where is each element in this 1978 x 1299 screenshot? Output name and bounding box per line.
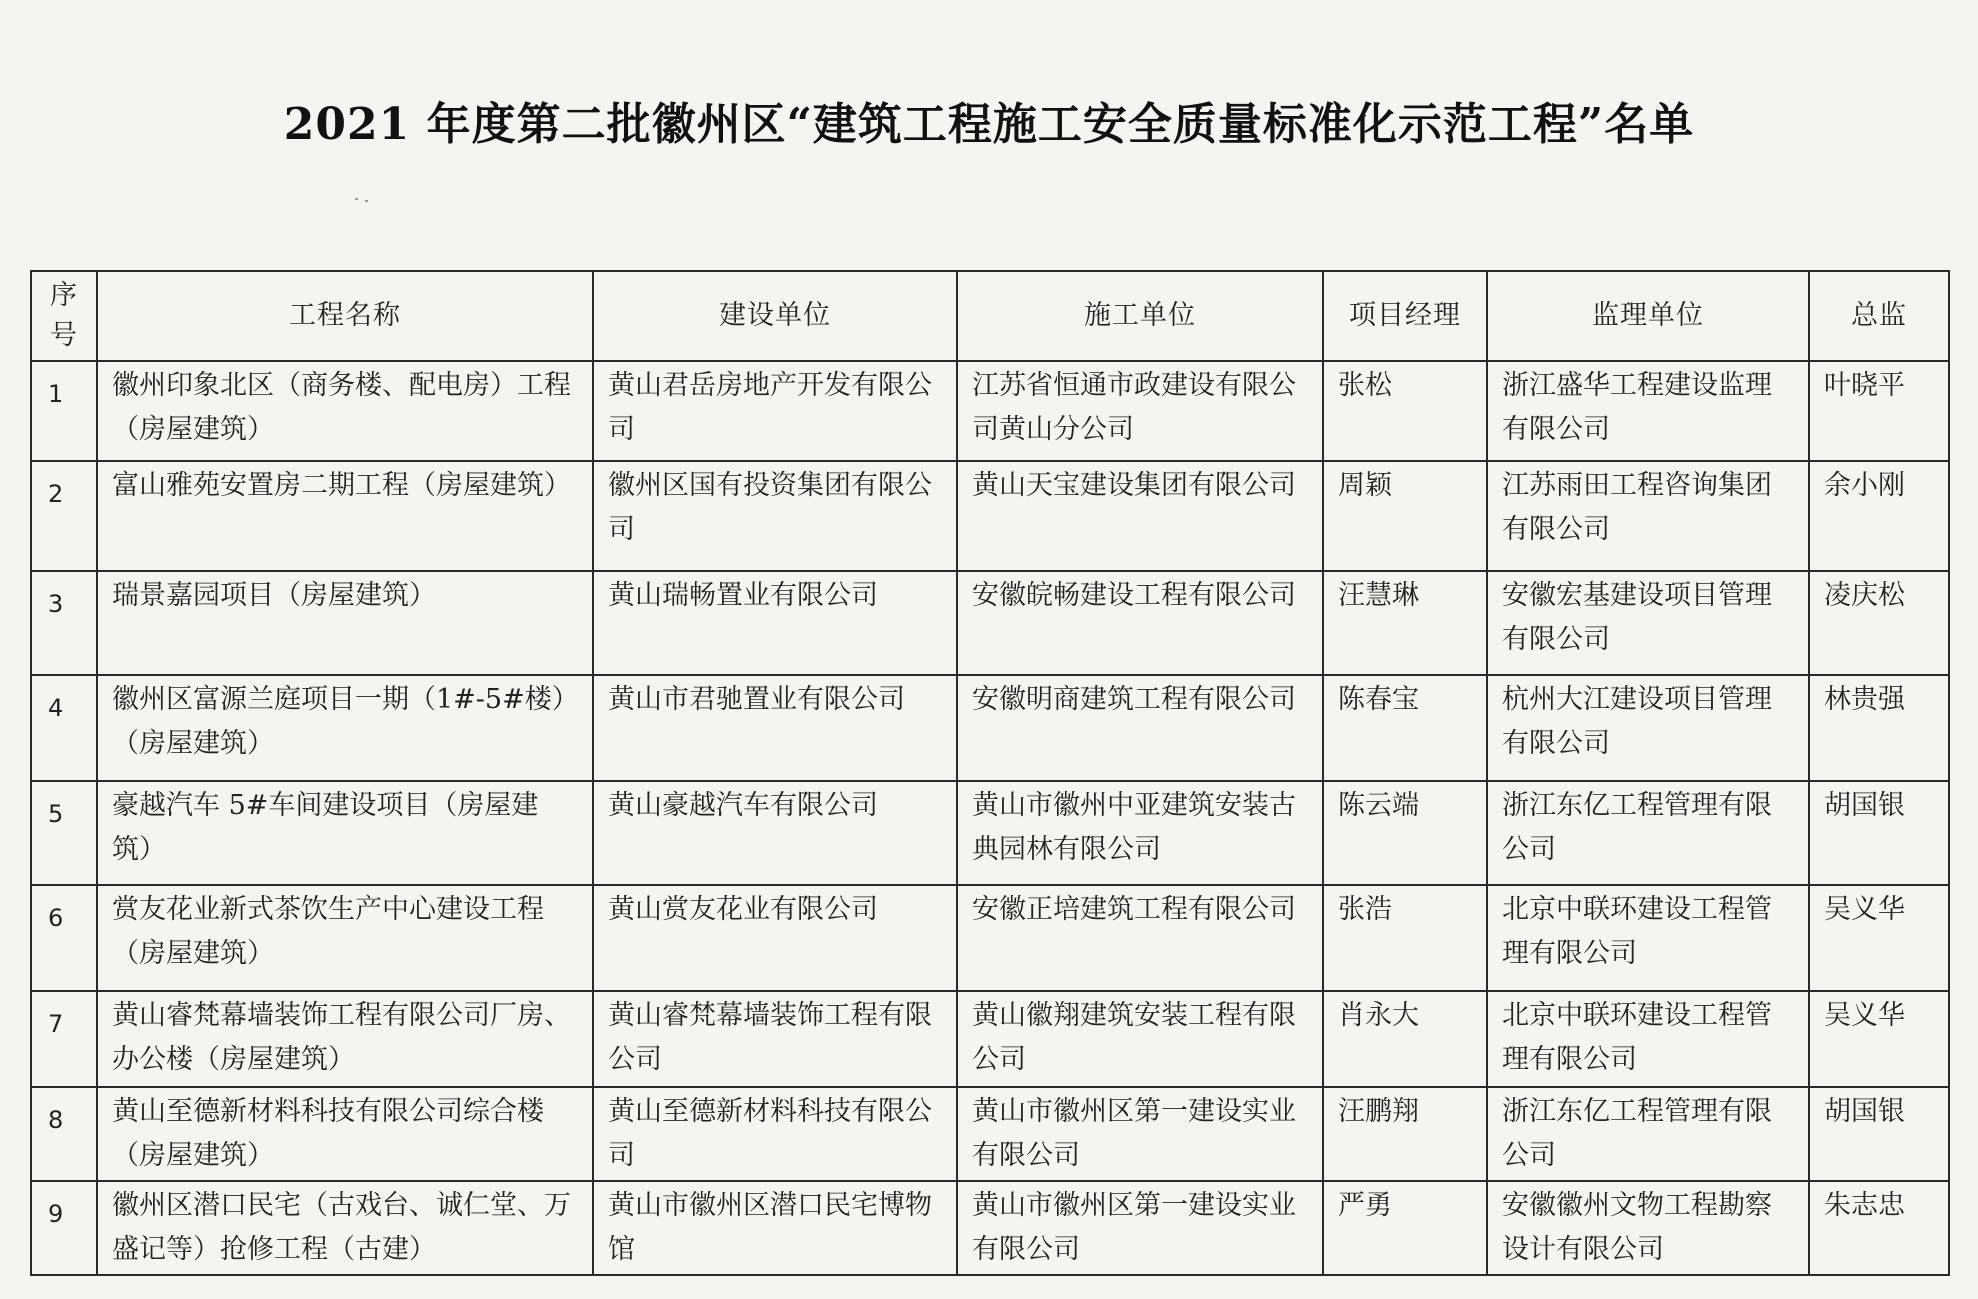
cell-project: 赏友花业新式茶饮生产中心建设工程（房屋建筑） (97, 885, 593, 991)
cell-project: 富山雅苑安置房二期工程（房屋建筑） (97, 461, 593, 571)
header-project: 工程名称 (97, 271, 593, 361)
header-row (31, 271, 1949, 361)
cell-contractor: 安徽皖畅建设工程有限公司 (957, 571, 1323, 675)
cell-contractor: 安徽正培建筑工程有限公司 (957, 885, 1323, 991)
cell-contractor: 江苏省恒通市政建设有限公司黄山分公司 (957, 361, 1323, 461)
cell-project: 徽州印象北区（商务楼、配电房）工程（房屋建筑） (97, 361, 593, 461)
cell-supervisor-unit: 杭州大江建设项目管理有限公司 (1487, 675, 1809, 781)
cell-manager: 周颖 (1323, 461, 1487, 571)
scan-speck (355, 198, 358, 200)
cell-chief: 吴义华 (1809, 885, 1949, 991)
cell-no: 9 (31, 1181, 97, 1275)
cell-no: 5 (31, 781, 97, 885)
header-owner: 建设单位 (593, 271, 957, 361)
cell-contractor: 黄山天宝建设集团有限公司 (957, 461, 1323, 571)
cell-owner: 黄山睿梵幕墙装饰工程有限公司 (593, 991, 957, 1087)
cell-supervisor-unit: 浙江东亿工程管理有限公司 (1487, 1087, 1809, 1181)
cell-project: 黄山睿梵幕墙装饰工程有限公司厂房、办公楼（房屋建筑） (97, 991, 593, 1087)
cell-project: 徽州区潜口民宅（古戏台、诚仁堂、万盛记等）抢修工程（古建） (97, 1181, 593, 1275)
cell-supervisor-unit: 江苏雨田工程咨询集团有限公司 (1487, 461, 1809, 571)
cell-no: 2 (31, 461, 97, 571)
cell-owner: 黄山豪越汽车有限公司 (593, 781, 957, 885)
table-row (31, 991, 1949, 1087)
cell-no: 7 (31, 991, 97, 1087)
cell-manager: 严勇 (1323, 1181, 1487, 1275)
header-chief: 总监 (1809, 271, 1949, 361)
cell-contractor: 安徽明商建筑工程有限公司 (957, 675, 1323, 781)
table-row (31, 1181, 1949, 1275)
cell-manager: 张松 (1323, 361, 1487, 461)
cell-chief: 凌庆松 (1809, 571, 1949, 675)
cell-no: 1 (31, 361, 97, 461)
cell-chief: 林贵强 (1809, 675, 1949, 781)
cell-contractor: 黄山市徽州区第一建设实业有限公司 (957, 1181, 1323, 1275)
cell-owner: 黄山市君驰置业有限公司 (593, 675, 957, 781)
cell-owner: 黄山至德新材料科技有限公司 (593, 1087, 957, 1181)
cell-contractor: 黄山徽翔建筑安装工程有限公司 (957, 991, 1323, 1087)
demonstration-project-table (30, 270, 1950, 1276)
header-seq-char: 序 (50, 280, 78, 311)
cell-contractor: 黄山市徽州区第一建设实业有限公司 (957, 1087, 1323, 1181)
document-title: 2021 年度第二批徽州区“建筑工程施工安全质量标准化示范工程”名单 (283, 99, 1695, 150)
cell-supervisor-unit: 安徽宏基建设项目管理有限公司 (1487, 571, 1809, 675)
header-manager: 项目经理 (1323, 271, 1487, 361)
cell-manager: 张浩 (1323, 885, 1487, 991)
cell-no: 6 (31, 885, 97, 991)
cell-supervisor-unit: 安徽徽州文物工程勘察设计有限公司 (1487, 1181, 1809, 1275)
cell-project: 豪越汽车 5#车间建设项目（房屋建筑） (97, 781, 593, 885)
cell-owner: 黄山瑞畅置业有限公司 (593, 571, 957, 675)
cell-supervisor-unit: 浙江盛华工程建设监理有限公司 (1487, 361, 1809, 461)
table-row (31, 1087, 1949, 1181)
table-row (31, 885, 1949, 991)
cell-owner: 黄山市徽州区潜口民宅博物馆 (593, 1181, 957, 1275)
cell-project: 徽州区富源兰庭项目一期（1#-5#楼）（房屋建筑） (97, 675, 593, 781)
table-row (31, 571, 1949, 675)
cell-supervisor-unit: 浙江东亿工程管理有限公司 (1487, 781, 1809, 885)
cell-chief: 吴义华 (1809, 991, 1949, 1087)
cell-manager: 汪慧琳 (1323, 571, 1487, 675)
cell-supervisor-unit: 北京中联环建设工程管理有限公司 (1487, 885, 1809, 991)
cell-chief: 余小刚 (1809, 461, 1949, 571)
cell-manager: 陈云端 (1323, 781, 1487, 885)
header-seq-char: 号 (50, 320, 78, 351)
cell-chief: 叶晓平 (1809, 361, 1949, 461)
scan-speck (365, 200, 368, 202)
cell-manager: 肖永大 (1323, 991, 1487, 1087)
cell-project: 瑞景嘉园项目（房屋建筑） (97, 571, 593, 675)
cell-manager: 陈春宝 (1323, 675, 1487, 781)
cell-chief: 胡国银 (1809, 781, 1949, 885)
cell-owner: 徽州区国有投资集团有限公司 (593, 461, 957, 571)
cell-supervisor-unit: 北京中联环建设工程管理有限公司 (1487, 991, 1809, 1087)
cell-contractor: 黄山市徽州中亚建筑安装古典园林有限公司 (957, 781, 1323, 885)
cell-project: 黄山至德新材料科技有限公司综合楼（房屋建筑） (97, 1087, 593, 1181)
cell-no: 3 (31, 571, 97, 675)
cell-owner: 黄山赏友花业有限公司 (593, 885, 957, 991)
cell-chief: 胡国银 (1809, 1087, 1949, 1181)
table-row (31, 675, 1949, 781)
cell-manager: 汪鹏翔 (1323, 1087, 1487, 1181)
table-row (31, 461, 1949, 571)
cell-owner: 黄山君岳房地产开发有限公司 (593, 361, 957, 461)
cell-no: 8 (31, 1087, 97, 1181)
cell-chief: 朱志忠 (1809, 1181, 1949, 1275)
header-supervisor-unit: 监理单位 (1487, 271, 1809, 361)
table-row (31, 781, 1949, 885)
header-seq (31, 271, 97, 361)
table-row (31, 361, 1949, 461)
cell-no: 4 (31, 675, 97, 781)
header-contractor: 施工单位 (957, 271, 1323, 361)
